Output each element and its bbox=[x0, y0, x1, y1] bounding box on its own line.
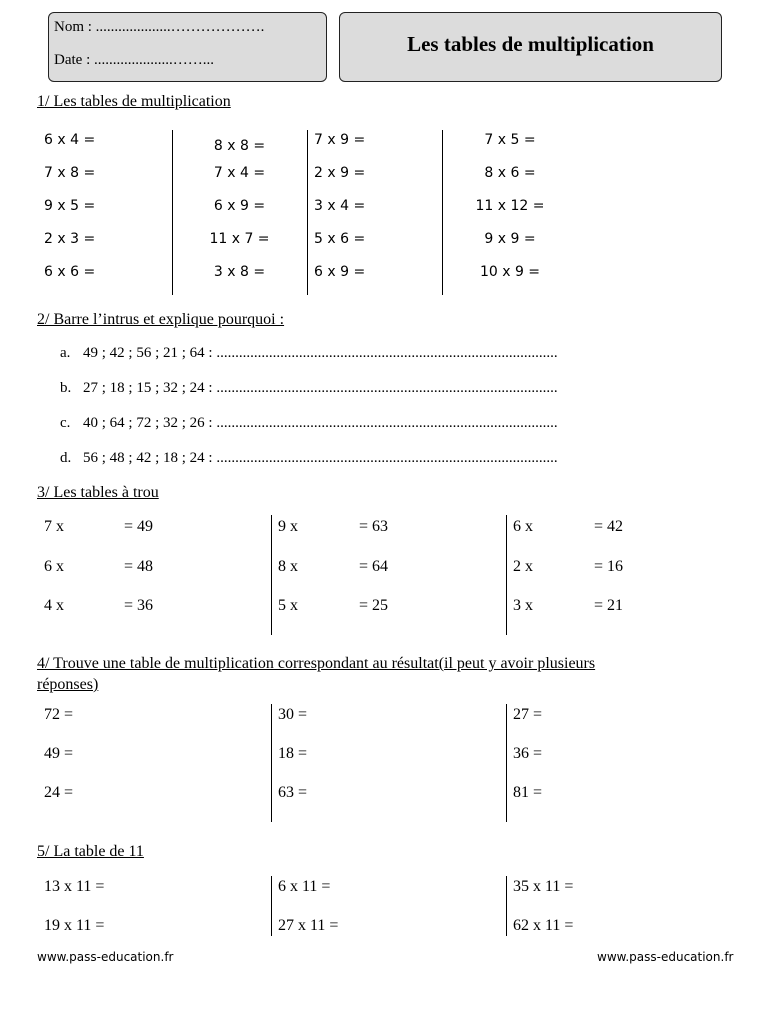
divider bbox=[271, 704, 272, 822]
table-item: 11 x 12 = bbox=[475, 198, 545, 214]
table-item: = 36 bbox=[124, 597, 154, 614]
table-item: = 49 bbox=[124, 518, 154, 535]
table-item: 7 x 5 = bbox=[484, 132, 536, 148]
table-item: 5 x bbox=[278, 597, 298, 614]
table-item: 24 = bbox=[44, 784, 74, 801]
table-item: 8 x 8 = bbox=[213, 138, 266, 154]
table-item: 9 x 5 = bbox=[44, 198, 96, 214]
table-item: 18 = bbox=[278, 745, 308, 762]
divider bbox=[172, 130, 173, 295]
table-item: 5 x 6 = bbox=[314, 231, 366, 247]
table-item: 49 = bbox=[44, 745, 74, 762]
divider bbox=[442, 130, 443, 295]
table-item: 3 x 8 = bbox=[213, 264, 266, 280]
section5-heading: 5/ La table de 11 bbox=[37, 843, 144, 860]
item-letter: a. bbox=[60, 345, 71, 361]
section3-heading: 3/ Les tables à trou bbox=[37, 484, 159, 501]
intrus-line[interactable]: 40 ; 64 ; 72 ; 32 ; 26 : ........................................................................................... bbox=[83, 415, 558, 431]
divider bbox=[506, 876, 507, 936]
footer-link-right[interactable]: www.pass-education.fr bbox=[597, 950, 734, 964]
divider bbox=[307, 130, 308, 295]
table-item: 6 x 11 = bbox=[278, 878, 331, 895]
item-letter: b. bbox=[60, 380, 72, 396]
date-field[interactable]: Date : .....................……... bbox=[54, 52, 214, 68]
table-item: 36 = bbox=[513, 745, 543, 762]
table-item: 8 x 6 = bbox=[484, 165, 536, 181]
divider bbox=[271, 515, 272, 635]
table-item: 2 x 9 = bbox=[314, 165, 366, 181]
table-item: 35 x 11 = bbox=[513, 878, 574, 895]
table-item: 72 = bbox=[44, 706, 74, 723]
table-item: 6 x 9 = bbox=[213, 198, 266, 214]
intrus-line[interactable]: 56 ; 48 ; 42 ; 18 ; 24 : ........................................................................................... bbox=[83, 450, 558, 466]
section1-heading: 1/ Les tables de multiplication bbox=[37, 93, 231, 110]
divider bbox=[506, 515, 507, 635]
name-field[interactable]: Nom : ....................………………. bbox=[54, 19, 265, 35]
divider bbox=[506, 704, 507, 822]
table-item: 63 = bbox=[278, 784, 308, 801]
table-item: 11 x 7 = bbox=[209, 231, 270, 247]
table-item: = 48 bbox=[124, 558, 154, 575]
section4-heading: 4/ Trouve une table de multiplication correspondant au résultat(il peut y avoir plusieurs bbox=[37, 655, 596, 672]
table-item: 13 x 11 = bbox=[44, 878, 105, 895]
table-item: 2 x 3 = bbox=[44, 231, 96, 247]
table-item: 30 = bbox=[278, 706, 308, 723]
table-item: 19 x 11 = bbox=[44, 917, 105, 934]
table-item: 81 = bbox=[513, 784, 543, 801]
table-item: = 63 bbox=[359, 518, 389, 535]
item-letter: c. bbox=[60, 415, 71, 431]
table-item: 7 x 4 = bbox=[213, 165, 266, 181]
intrus-line[interactable]: 27 ; 18 ; 15 ; 32 ; 24 : ........................................................................................... bbox=[83, 380, 558, 396]
page-title: Les tables de multiplication bbox=[407, 32, 654, 56]
table-item: 9 x bbox=[278, 518, 298, 535]
table-item: 7 x 9 = bbox=[314, 132, 366, 148]
table-item: 27 x 11 = bbox=[278, 917, 339, 934]
table-item: = 42 bbox=[594, 518, 624, 535]
item-letter: d. bbox=[60, 450, 72, 466]
table-item: 3 x 4 = bbox=[314, 198, 366, 214]
table-item: 2 x bbox=[513, 558, 533, 575]
table-item: 7 x bbox=[44, 518, 64, 535]
table-item: 6 x 4 = bbox=[44, 132, 96, 148]
table-item: 3 x bbox=[513, 597, 533, 614]
table-item: 6 x bbox=[513, 518, 533, 535]
table-item: 4 x bbox=[44, 597, 64, 614]
section4-heading-cont: réponses) bbox=[37, 676, 99, 693]
table-item: 10 x 9 = bbox=[479, 264, 541, 280]
table-item: = 25 bbox=[359, 597, 389, 614]
table-item: = 21 bbox=[594, 597, 624, 614]
table-item: = 64 bbox=[359, 558, 389, 575]
table-item: 8 x bbox=[278, 558, 298, 575]
table-item: 7 x 8 = bbox=[44, 165, 96, 181]
table-item: 9 x 9 = bbox=[484, 231, 536, 247]
intrus-line[interactable]: 49 ; 42 ; 56 ; 21 ; 64 : ........................................................................................... bbox=[83, 345, 558, 361]
section2-heading: 2/ Barre l’intrus et explique pourquoi : bbox=[37, 311, 285, 328]
table-item: 6 x 6 = bbox=[44, 264, 96, 280]
table-item: = 16 bbox=[594, 558, 624, 575]
table-item: 27 = bbox=[513, 706, 543, 723]
table-item: 6 x 9 = bbox=[314, 264, 366, 280]
table-item: 62 x 11 = bbox=[513, 917, 574, 934]
footer-link-left[interactable]: www.pass-education.fr bbox=[37, 950, 174, 964]
table-item: 6 x bbox=[44, 558, 64, 575]
divider bbox=[271, 876, 272, 936]
